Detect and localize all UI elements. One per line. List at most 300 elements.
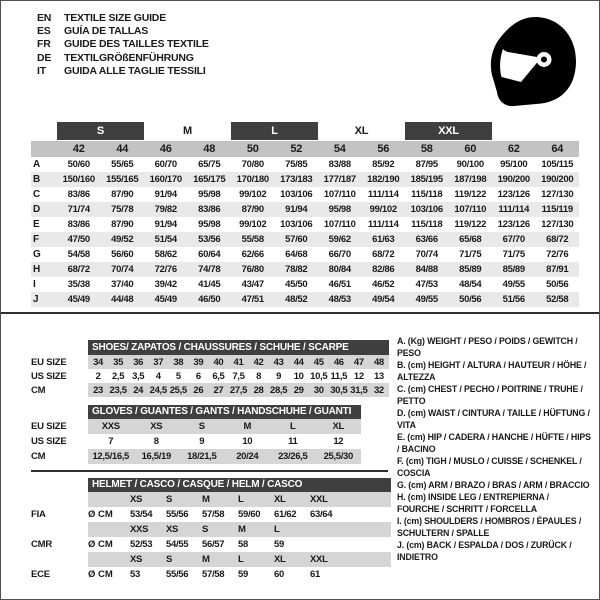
size-value: 7 (108, 436, 114, 447)
row-values (88, 434, 361, 449)
helmet-size-labels (88, 552, 391, 567)
helmet-size-value: 61 (310, 569, 320, 580)
measurement-value: 45/49 (154, 294, 177, 305)
measurement-value: 119/122 (454, 219, 487, 230)
size-value: 44 (293, 356, 304, 368)
size-group-m: M (183, 125, 192, 137)
measurement-value: 115/119 (541, 204, 573, 215)
measurement-value: 64/68 (285, 249, 308, 260)
measurement-value: 87/91 (546, 264, 569, 275)
measurement-legend (397, 335, 591, 563)
size-value: XL (332, 421, 344, 432)
size-group-xxl: XXL (405, 122, 492, 140)
measurement-row-f (31, 232, 579, 247)
measurement-value: 79/82 (154, 204, 177, 215)
diameter-unit: Ø CM (88, 569, 113, 580)
size-value: 37 (153, 356, 164, 368)
helmet-size-label: XL (274, 494, 286, 505)
size-number-row (31, 141, 579, 157)
measurement-value: 70/80 (241, 159, 264, 170)
size-value: 31,5 (350, 384, 368, 396)
legend-item: J. (cm) BACK / ESPALDA / DOS / ZURÜCK / INDIETRO (397, 540, 572, 562)
row-letter: C (33, 189, 41, 200)
row-values (88, 369, 389, 383)
helmet-table-title: HELMET / CASCO / CASQUE / HELM / CASCO (88, 478, 391, 492)
language-code: FR (37, 38, 51, 51)
size-value: 36 (133, 356, 144, 368)
measurement-value: 48/53 (328, 294, 351, 305)
measurement-row-i (31, 277, 579, 292)
legend-item: D. (cm) WAIST / CINTURA / TAILLE / HÜFTUNG / VITA (397, 408, 590, 430)
helmet-size-value: 53/54 (130, 509, 153, 520)
measurement-row-d (31, 202, 579, 217)
measurement-value: 76/80 (241, 264, 264, 275)
measurement-value: 91/94 (285, 204, 308, 215)
size-value: 27 (213, 384, 224, 396)
helmet-size-value: 55/56 (166, 569, 189, 580)
size-value: 29 (293, 384, 304, 396)
measurement-value: 75/78 (111, 204, 134, 215)
helmet-size-label: XS (166, 524, 179, 535)
gloves-table (31, 405, 361, 464)
helmet-size-value: 53 (130, 569, 140, 580)
size-number: 42 (72, 143, 85, 155)
size-number: 48 (203, 143, 216, 155)
helmet-size-label: S (202, 524, 209, 535)
measurement-value: 68/72 (372, 249, 395, 260)
measurement-value: 95/98 (198, 219, 221, 230)
legend-item: E. (cm) HIP / CADERA / HANCHE / HÜFTE / HIPS / BACINO (397, 432, 591, 454)
helmet-size-value: 57/58 (202, 569, 225, 580)
helmet-size-label: XS (130, 554, 143, 565)
language-code: EN (37, 12, 52, 24)
size-group-header-row (31, 122, 579, 140)
shoes-table-title: SHOES/ ZAPATOS / CHAUSSURES / SCHUHE / SCARPE (88, 340, 389, 355)
measurement-value: 78/82 (285, 264, 308, 275)
size-number: 64 (551, 143, 564, 155)
helmet-size-row (31, 552, 391, 567)
size-value: 35 (113, 356, 124, 368)
helmet-table (31, 478, 391, 582)
size-number: 52 (290, 143, 303, 155)
helmet-size-labels (88, 522, 391, 537)
helmet-size-label: XL (274, 554, 286, 565)
measurement-value: 57/60 (285, 234, 308, 245)
size-value: 25,5/30 (323, 451, 353, 462)
language-title: GUIDA ALLE TAGLIE TESSILI (64, 64, 206, 77)
measurement-value: 105/115 (541, 159, 574, 170)
measurement-value: 123/126 (497, 219, 530, 230)
measurement-value: 87/95 (415, 159, 438, 170)
language-code: ES (37, 25, 51, 38)
row-label: EU SIZE (31, 356, 67, 368)
helmet-size-value: 59/60 (238, 509, 261, 520)
measurement-value: 70/74 (415, 249, 438, 260)
measurement-value: 54/58 (67, 249, 90, 260)
measurement-value: 90/100 (456, 159, 484, 170)
helmet-size-value: 59 (274, 539, 284, 550)
row-letter: E (33, 219, 40, 230)
measurement-value: 41/45 (198, 279, 221, 290)
size-value: 24 (133, 384, 144, 396)
helmet-value-row (31, 537, 391, 552)
size-value: 30,5 (330, 384, 348, 396)
racing-helmet-icon (478, 13, 584, 111)
shoes-row (31, 383, 389, 397)
measurement-value: 52/58 (546, 294, 569, 305)
measurement-value: 39/42 (154, 279, 177, 290)
measurement-value: 56/60 (111, 249, 134, 260)
row-letter: H (33, 264, 41, 275)
size-number: 56 (377, 143, 390, 155)
size-value: 42 (253, 356, 264, 368)
size-value: 32 (373, 384, 384, 396)
measurement-value: 72/76 (154, 264, 177, 275)
spacer (31, 492, 88, 507)
size-value: 30 (313, 384, 324, 396)
language-title: TEXTILE SIZE GUIDE (64, 12, 166, 24)
helmet-size-value: 54/55 (166, 539, 189, 550)
measurement-value: 170/180 (236, 174, 269, 185)
row-letter: A (33, 159, 41, 170)
measurement-value: 111/114 (498, 204, 530, 215)
language-code: DE (37, 51, 52, 64)
measurement-value: 99/102 (369, 204, 397, 215)
row-label: CM (31, 451, 46, 462)
language-code: IT (37, 64, 46, 77)
size-value: XXS (101, 421, 120, 432)
size-value: 23 (93, 384, 103, 396)
measurement-value: 58/62 (154, 249, 177, 260)
legend-item: F. (cm) TIGH / MUSLO / CUISSE / SCHENKEL / COSCIA (397, 456, 582, 478)
row-label: EU SIZE (31, 421, 67, 432)
measurement-value: 95/100 (500, 159, 528, 170)
shoes-row (31, 369, 389, 383)
size-value: 5 (175, 370, 181, 382)
size-value: 43 (273, 356, 284, 368)
measurement-value: 150/160 (62, 174, 95, 185)
shoes-row (31, 355, 389, 369)
size-value: 9 (199, 436, 205, 447)
measurement-value: 190/200 (497, 174, 530, 185)
measurement-value: 91/94 (154, 189, 177, 200)
size-value: 7,5 (232, 370, 245, 382)
legend-item: I. (cm) SHOULDERS / HOMBROS / ÉPAULES / SCHULTERN / SPALLE (397, 516, 582, 538)
measurement-value: 103/106 (280, 219, 313, 230)
helmet-size-label: L (238, 494, 244, 505)
diameter-unit: Ø CM (88, 539, 113, 550)
measurement-value: 68/72 (546, 234, 569, 245)
measurement-row-c (31, 187, 579, 202)
language-list (37, 12, 209, 78)
measurement-row-a (31, 157, 579, 172)
size-number: 46 (159, 143, 172, 155)
size-value: 8 (256, 370, 261, 382)
helmet-size-label: XXL (310, 494, 328, 505)
size-value: 6,5 (212, 370, 225, 382)
measurement-value: 80/84 (328, 264, 351, 275)
measurement-value: 83/86 (67, 219, 90, 230)
helmet-size-label: L (274, 524, 280, 535)
measurement-value: 182/190 (367, 174, 400, 185)
gloves-table-body (31, 419, 361, 464)
measurement-value: 61/63 (372, 234, 395, 245)
legend-item: C. (cm) CHEST / PECHO / POITRINE / TRUHE / PETTO (397, 384, 583, 406)
measurement-value: 111/114 (367, 219, 399, 230)
measurement-value: 95/98 (198, 189, 221, 200)
measurement-value: 47/51 (241, 294, 264, 305)
size-value: M (243, 421, 252, 432)
measurement-value: 84/88 (415, 264, 438, 275)
measurement-value: 123/126 (497, 189, 530, 200)
size-value: 23,5 (109, 384, 127, 396)
standard-label: ECE (31, 569, 50, 580)
gloves-row (31, 419, 361, 434)
helmet-size-row (31, 492, 391, 507)
size-value: 28 (253, 384, 264, 396)
row-letter: I (33, 279, 36, 290)
measurement-value: 46/50 (198, 294, 221, 305)
row-letter: G (33, 249, 41, 260)
size-value: 6 (195, 370, 201, 382)
size-value: 10,5 (310, 370, 328, 382)
diameter-unit: Ø CM (88, 509, 113, 520)
measurement-value: 83/86 (198, 204, 221, 215)
standard-label: FIA (31, 509, 46, 520)
language-row (37, 25, 209, 38)
size-group-l: L (231, 122, 318, 140)
measurement-value: 119/122 (454, 189, 487, 200)
size-number: 62 (507, 143, 520, 155)
measurement-value: 49/55 (502, 279, 525, 290)
size-number: 58 (420, 143, 433, 155)
size-value: 12 (353, 370, 364, 382)
size-number: 44 (116, 143, 129, 155)
size-group-xl: XL (354, 125, 369, 137)
measurement-value: 48/54 (459, 279, 482, 290)
measurement-value: 50/60 (67, 159, 90, 170)
measurement-value: 37/40 (111, 279, 134, 290)
size-value: 8 (153, 436, 159, 447)
measurement-value: 71/75 (502, 249, 525, 260)
measurement-value: 103/106 (280, 189, 313, 200)
size-value: 3,5 (132, 370, 145, 382)
size-value: 20/24 (236, 451, 259, 462)
helmet-size-label: L (238, 554, 244, 565)
measurement-value: 75/85 (285, 159, 308, 170)
measurement-value: 87/90 (111, 219, 134, 230)
measurement-value: 51/56 (502, 294, 525, 305)
measurement-value: 71/75 (459, 249, 482, 260)
language-title: TEXTILGRÖßENFÜHRUNG (64, 51, 194, 64)
row-letter: B (33, 174, 41, 185)
measurement-value: 59/62 (328, 234, 351, 245)
measurement-row-e (31, 217, 579, 232)
measurement-value: 95/98 (328, 204, 351, 215)
measurement-value: 107/110 (323, 219, 356, 230)
measurement-row-h (31, 262, 579, 277)
measurement-value: 177/187 (323, 174, 356, 185)
measurement-value: 50/56 (459, 294, 482, 305)
measurement-value: 85/89 (459, 264, 482, 275)
measurement-value: 160/170 (149, 174, 182, 185)
language-title: GUÍA DE TALLAS (64, 25, 149, 38)
helmet-size-value: 59 (238, 569, 248, 580)
helmet-size-value: 61/62 (274, 509, 297, 520)
measurement-value: 111/114 (367, 189, 399, 200)
row-label: CM (31, 384, 46, 396)
size-value: 45 (313, 356, 324, 368)
row-label: US SIZE (31, 370, 67, 382)
size-value: 39 (193, 356, 204, 368)
size-value: 12 (333, 436, 344, 447)
measurement-value: 85/89 (502, 264, 525, 275)
size-value: 24,5 (149, 384, 167, 396)
measurement-value: 48/52 (285, 294, 308, 305)
size-value: 47 (353, 356, 364, 368)
measurement-value: 45/49 (67, 294, 90, 305)
helmet-size-label: XXL (310, 554, 328, 565)
language-row (37, 52, 209, 65)
standard-label: CMR (31, 539, 53, 550)
measurement-value: 103/106 (410, 204, 443, 215)
size-value: 10 (293, 370, 304, 382)
measurement-value: 115/118 (411, 189, 443, 200)
legend-item: H. (cm) INSIDE LEG / ENTREPIERNA / FOURCHE / SCHRITT / FORCELLA (397, 492, 549, 514)
size-value: 11 (288, 436, 298, 447)
helmet-size-value: 55/56 (166, 509, 189, 520)
language-row (37, 65, 209, 78)
measurement-value: 43/47 (241, 279, 264, 290)
measurement-value: 44/48 (111, 294, 134, 305)
helmet-values (88, 507, 391, 522)
gloves-row (31, 449, 361, 464)
measurement-value: 187/198 (454, 174, 487, 185)
row-letter: D (33, 204, 41, 215)
row-label: US SIZE (31, 436, 67, 447)
language-row (37, 12, 209, 25)
helmet-values (88, 567, 391, 582)
measurement-value: 87/90 (111, 189, 134, 200)
measurement-value: 82/86 (372, 264, 395, 275)
measurement-value: 50/56 (546, 279, 569, 290)
size-group-s: S (57, 122, 144, 140)
legend-item: A. (Kg) WEIGHT / PESO / POIDS / GEWITCH / PESO (397, 336, 578, 358)
section-divider (1, 312, 599, 314)
size-number: 60 (464, 143, 477, 155)
size-value: 11,5 (330, 370, 348, 382)
measurement-value: 49/55 (415, 294, 438, 305)
size-value: 34 (93, 356, 103, 368)
helmet-size-label: M (238, 524, 246, 535)
measurement-value: 190/200 (541, 174, 574, 185)
measurement-value: 155/165 (106, 174, 139, 185)
size-value: 25,5 (169, 384, 187, 396)
size-table-body (31, 157, 579, 307)
helmet-size-label: XXS (130, 524, 149, 535)
measurement-value: 70/74 (111, 264, 134, 275)
measurement-value: 115/118 (411, 219, 443, 230)
measurement-value: 60/64 (198, 249, 221, 260)
measurement-value: 87/90 (241, 204, 264, 215)
measurement-value: 53/56 (198, 234, 221, 245)
helmet-size-label: S (166, 494, 173, 505)
measurement-value: 63/66 (415, 234, 438, 245)
helmet-size-labels (88, 492, 391, 507)
gloves-table-title: GLOVES / GUANTES / GANTS / HANDSCHUHE / GUANTI (88, 405, 361, 419)
size-value: 18/21,5 (187, 451, 217, 462)
helmet-size-value: 56/57 (202, 539, 225, 550)
measurement-row-j (31, 292, 579, 307)
helmet-section-divider (31, 470, 388, 472)
measurement-value: 127/130 (541, 189, 574, 200)
measurement-value: 107/110 (323, 189, 356, 200)
measurement-value: 99/102 (239, 219, 267, 230)
language-title: GUIDE DES TAILLES TEXTILE (64, 38, 209, 51)
size-value: 12,5/16,5 (92, 451, 129, 462)
size-number: 50 (246, 143, 259, 155)
measurement-row-b (31, 172, 579, 187)
helmet-size-value: 57/58 (202, 509, 225, 520)
measurement-value: 74/78 (198, 264, 221, 275)
measurement-value: 51/54 (154, 234, 177, 245)
size-value: XS (150, 421, 163, 432)
measurement-value: 49/52 (111, 234, 134, 245)
size-value: 9 (276, 370, 282, 382)
measurement-value: 55/65 (111, 159, 134, 170)
measurement-value: 55/58 (241, 234, 264, 245)
helmet-size-value: 60 (274, 569, 284, 580)
size-value: 2 (95, 370, 101, 382)
helmet-value-row (31, 567, 391, 582)
size-value: 23/26,5 (278, 451, 308, 462)
size-value: 28,5 (270, 384, 288, 396)
gloves-row (31, 434, 361, 449)
size-value: 40 (213, 356, 224, 368)
row-values (88, 355, 389, 369)
shoes-table-body (31, 355, 389, 397)
measurement-value: 46/52 (372, 279, 395, 290)
measurement-value: 46/51 (328, 279, 351, 290)
size-value: 26 (193, 384, 204, 396)
measurement-value: 65/68 (459, 234, 482, 245)
measurement-value: 67/70 (502, 234, 525, 245)
row-values (88, 419, 361, 434)
size-value: 46 (333, 356, 344, 368)
measurement-value: 49/54 (372, 294, 395, 305)
size-value: 10 (242, 436, 253, 447)
measurement-value: 68/72 (67, 264, 90, 275)
size-value: 13 (373, 370, 384, 382)
measurement-value: 62/66 (241, 249, 264, 260)
helmet-size-value: 52/53 (130, 539, 153, 550)
measurement-value: 83/86 (67, 189, 90, 200)
measurement-value: 72/76 (546, 249, 569, 260)
measurement-value: 65/75 (198, 159, 221, 170)
legend-item: G. (cm) ARM / BRAZO / BRAS / ARM / BRACCIO (397, 480, 590, 490)
measurement-value: 83/88 (328, 159, 351, 170)
shoes-table (31, 340, 389, 397)
size-value: 41 (233, 356, 244, 368)
measurement-value: 85/92 (372, 159, 395, 170)
spacer (31, 522, 88, 537)
size-value: S (198, 421, 205, 432)
measurement-value: 127/130 (541, 219, 574, 230)
helmet-size-row (31, 522, 391, 537)
legend-item: B. (cm) HEIGHT / ALTURA / HAUTEUR / HÖHE / ALTEZZA (397, 360, 587, 382)
helmet-values (88, 537, 391, 552)
spacer (31, 552, 88, 567)
